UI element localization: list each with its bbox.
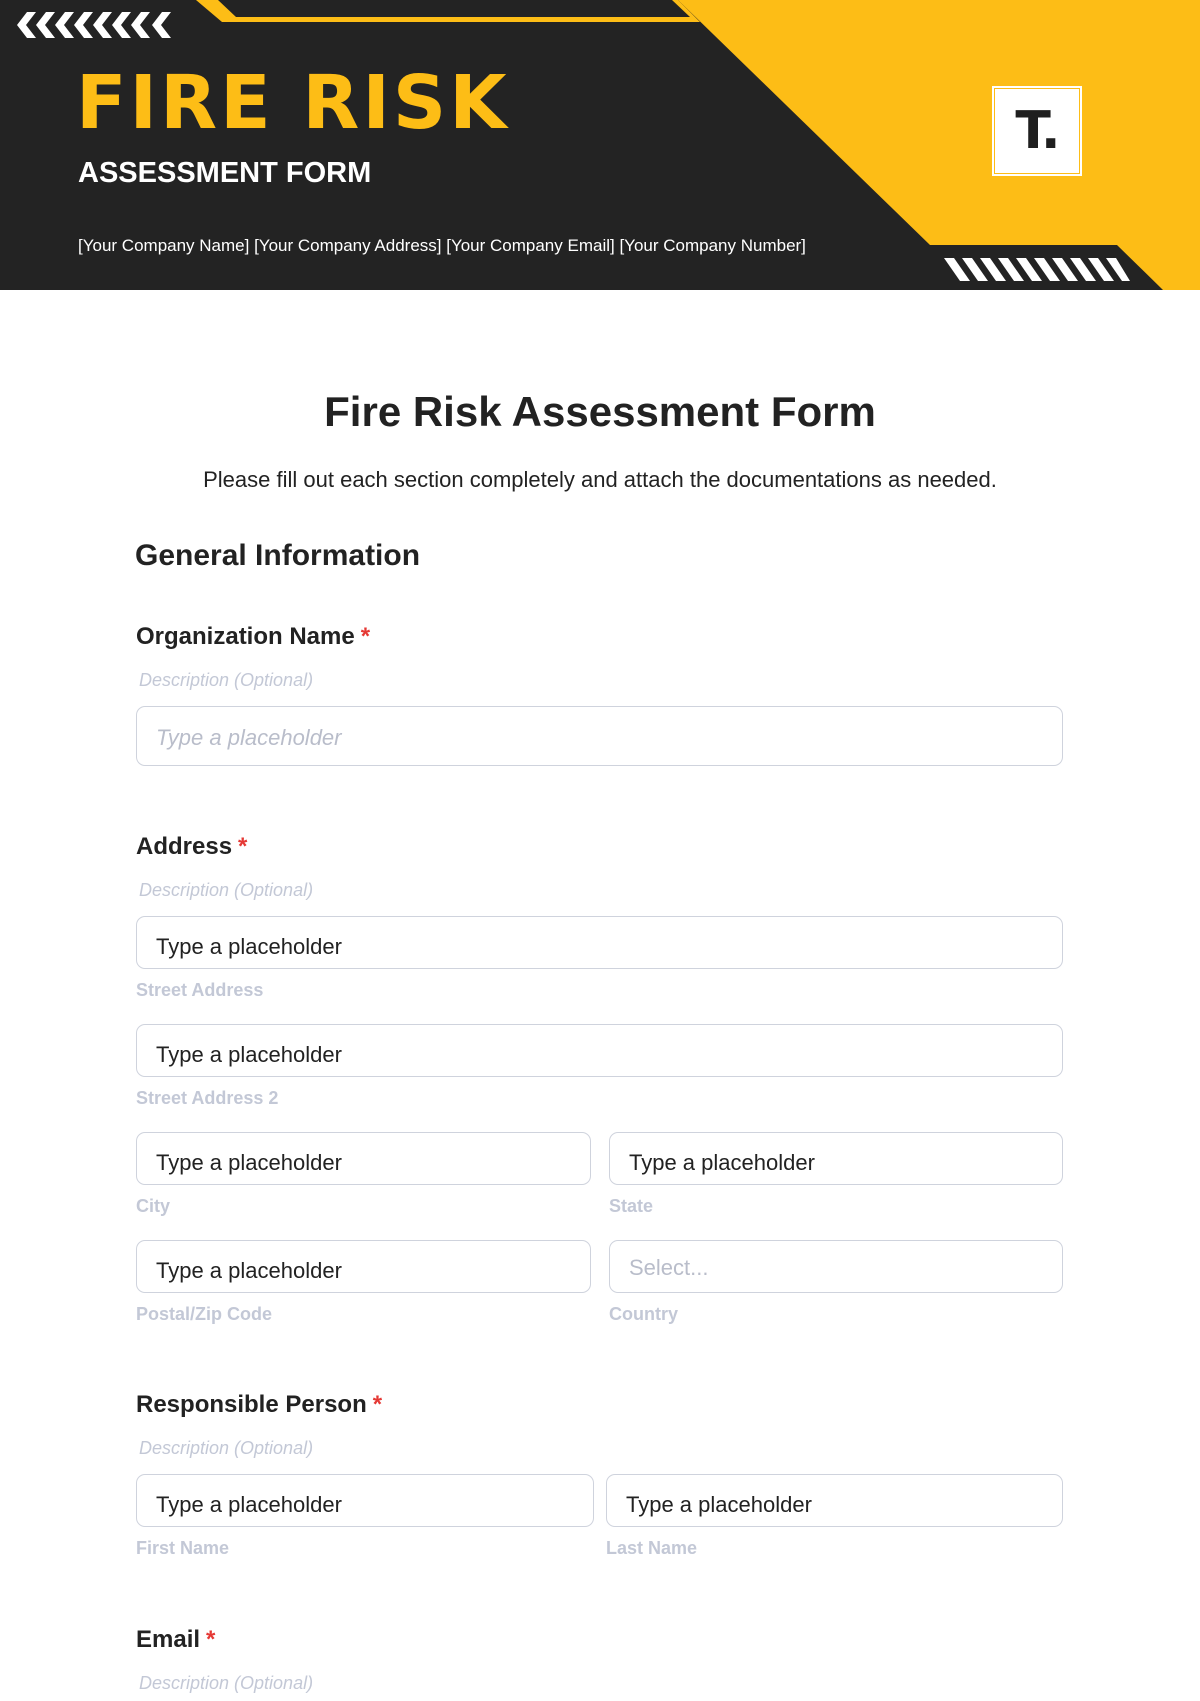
postal-code-sublabel: Postal/Zip Code	[136, 1304, 273, 1324]
organization-description: Description (Optional)	[139, 670, 314, 690]
country-select[interactable]	[609, 1240, 1063, 1293]
city-input[interactable]	[136, 1132, 591, 1185]
first-name-sublabel: First Name	[136, 1538, 230, 1558]
form-intro: Please fill out each section completely and attach the documentations as needed.	[203, 467, 997, 492]
brand-subtitle: ASSESSMENT FORM	[78, 157, 372, 189]
input-value: Type a placeholder	[156, 1150, 342, 1175]
input-value: Type a placeholder	[156, 934, 342, 959]
responsible-person-label: Responsible Person *	[136, 1391, 383, 1418]
input-value: Type a placeholder	[156, 1258, 342, 1283]
street-address-2-sublabel: Street Address 2	[136, 1088, 279, 1108]
responsible-person-description: Description (Optional)	[139, 1438, 314, 1458]
last-name-input[interactable]	[606, 1474, 1063, 1527]
required-mark: *	[360, 623, 371, 650]
postal-code-input[interactable]	[136, 1240, 591, 1293]
input-placeholder: Type a placeholder	[156, 725, 342, 750]
required-mark: *	[238, 833, 248, 860]
input-value: Type a placeholder	[156, 1492, 342, 1517]
first-name-input[interactable]	[136, 1474, 594, 1527]
street-address-sublabel: Street Address	[136, 980, 264, 1000]
organization-name-input[interactable]	[136, 706, 1063, 766]
section-heading: General Information	[135, 539, 421, 572]
street-address-input[interactable]	[136, 916, 1063, 969]
address-description: Description (Optional)	[139, 880, 314, 900]
header-banner	[0, 0, 1200, 290]
city-sublabel: City	[136, 1196, 171, 1216]
form-title: Fire Risk Assessment Form	[324, 388, 876, 435]
state-input[interactable]	[609, 1132, 1063, 1185]
company-info: [Your Company Name] [Your Company Address] [Your Company Email] [Your Company Number]	[78, 236, 806, 255]
required-mark: *	[372, 1391, 383, 1418]
last-name-sublabel: Last Name	[606, 1538, 698, 1558]
email-label: Email *	[136, 1626, 216, 1653]
email-description: Description (Optional)	[139, 1673, 314, 1693]
required-mark: *	[206, 1626, 216, 1653]
street-address-2-input[interactable]	[136, 1024, 1063, 1077]
country-sublabel: Country	[609, 1304, 678, 1324]
company-logo	[995, 89, 1079, 173]
select-placeholder: Select...	[629, 1255, 709, 1280]
logo-text: T.	[1015, 101, 1059, 161]
address-label: Address *	[136, 833, 248, 860]
state-sublabel: State	[609, 1196, 654, 1216]
input-value: Type a placeholder	[629, 1150, 815, 1175]
input-value: Type a placeholder	[626, 1492, 812, 1517]
input-value: Type a placeholder	[156, 1042, 342, 1067]
brand-title: FIRE RISK	[76, 60, 510, 146]
organization-name-label: Organization Name *	[136, 623, 371, 650]
